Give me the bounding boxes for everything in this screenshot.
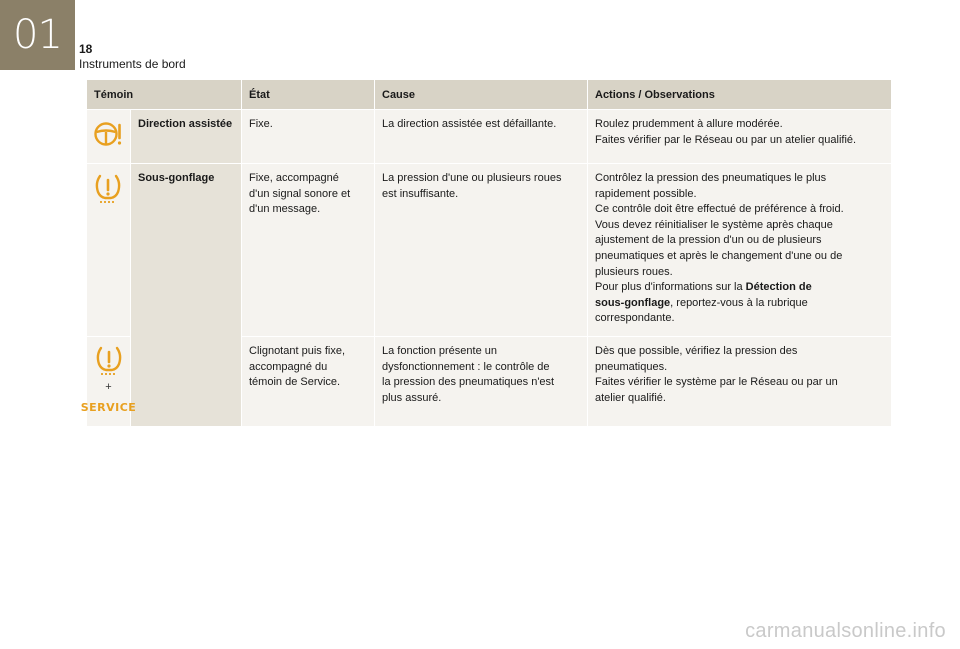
row-3-action-line: atelier qualifié. <box>595 391 666 404</box>
section-title: Instruments de bord <box>79 57 186 71</box>
row-2-state-line: d'un signal sonore et <box>249 187 351 200</box>
reference-topic-part-2: sous-gonflage <box>595 296 671 309</box>
table-row-2-actions-cell <box>588 164 891 336</box>
row-3-cause-line: dysfonctionnement : le contrôle de <box>382 360 550 373</box>
table-row-1-cause-cell <box>375 110 587 163</box>
reference-suffix: , reportez-vous à la rubrique <box>670 296 808 309</box>
chapter-number: 01 <box>13 12 62 58</box>
table-row-1-label-cell <box>131 110 241 163</box>
row-2-state-line: Fixe, accompagné <box>249 172 339 184</box>
row-3-cause-line: La fonction présente un <box>382 345 497 357</box>
row-2-action-line: ajustement de la pression d'un ou de plusieurs <box>595 234 822 247</box>
reference-prefix: Pour plus d'informations sur la <box>595 281 746 294</box>
table-row-3-actions-cell <box>588 337 891 426</box>
row-3-action-line: Dès que possible, vérifiez la pression des <box>595 345 798 357</box>
row-3-state-line: témoin de Service. <box>249 376 341 389</box>
row-2-action-reference-end: correspondante. <box>595 312 675 325</box>
table-row-2-icon-cell <box>87 164 130 336</box>
row-2-action-line: rapidement possible. <box>595 187 697 200</box>
row-3-action-line: pneumatiques. <box>595 360 668 373</box>
service-warning-icon: SERVICE <box>80 400 137 414</box>
row-2-cause-line: est insuffisante. <box>382 187 459 200</box>
row-1-state-line: Fixe. <box>249 118 273 130</box>
table-row-2-cause-cell <box>375 164 587 336</box>
row-1-label: Direction assistée <box>138 118 233 130</box>
table-row-1-actions-cell <box>588 110 891 163</box>
tyre-pressure-warning-icon <box>92 172 124 204</box>
row-3-action-line: Faites vérifier le système par le Réseau ou par un <box>595 376 838 389</box>
column-header-actions: Actions / Observations <box>588 80 891 109</box>
page-number: 18 <box>79 42 93 56</box>
watermark: carmanualsonline.info <box>745 620 946 642</box>
table-row-1-icon-cell <box>87 110 130 163</box>
row-2-action-line: pneumatiques et après le changement d'une ou de <box>595 249 843 262</box>
column-header-etat: État <box>242 80 374 109</box>
row-2-state-line: d'un message. <box>249 203 321 216</box>
row-2-label: Sous-gonflage <box>138 172 215 184</box>
row-3-cause-line: la pression des pneumatiques n'est <box>382 376 555 389</box>
table-row-3-cause-cell <box>375 337 587 426</box>
tyre-pressure-warning-icon <box>93 344 125 376</box>
row-3-state-line: accompagné du <box>249 360 328 373</box>
row-2-action-line: Ce contrôle doit être effectué de préférence à froid. <box>595 203 844 216</box>
reference-topic-part-1: Détection de <box>745 281 812 294</box>
steering-warning-icon <box>92 119 124 149</box>
column-header-temoin: Témoin <box>87 80 241 109</box>
row-2-action-line: Vous devez réinitialiser le système après chaque <box>595 218 833 231</box>
warning-lights-table <box>80 80 891 426</box>
table-row-1-state-cell <box>242 110 374 163</box>
plus-sign: + <box>105 381 112 393</box>
table-row-3-icon-cell <box>80 337 137 426</box>
column-header-cause: Cause <box>375 80 587 109</box>
row-3-cause-line: plus assuré. <box>382 391 442 404</box>
row-2-action-line: Contrôlez la pression des pneumatiques le plus <box>595 172 827 184</box>
row-2-cause-line: La pression d'une ou plusieurs roues <box>382 172 562 184</box>
table-row-2-label-cell <box>131 164 241 426</box>
row-1-cause-line: La direction assistée est défaillante. <box>382 118 557 130</box>
row-2-action-line: plusieurs roues. <box>595 265 673 278</box>
table-row-3-state-cell <box>242 337 374 426</box>
row-3-state-line: Clignotant puis fixe, <box>249 345 345 357</box>
row-2-action-reference <box>595 280 884 296</box>
row-1-action-line: Faites vérifier par le Réseau ou par un atelier qualifié. <box>595 133 857 146</box>
row-2-action-reference-cont <box>595 296 884 312</box>
row-1-action-line: Roulez prudemment à allure modérée. <box>595 118 783 130</box>
table-row-2-state-cell <box>242 164 374 336</box>
chapter-tab <box>0 0 75 70</box>
